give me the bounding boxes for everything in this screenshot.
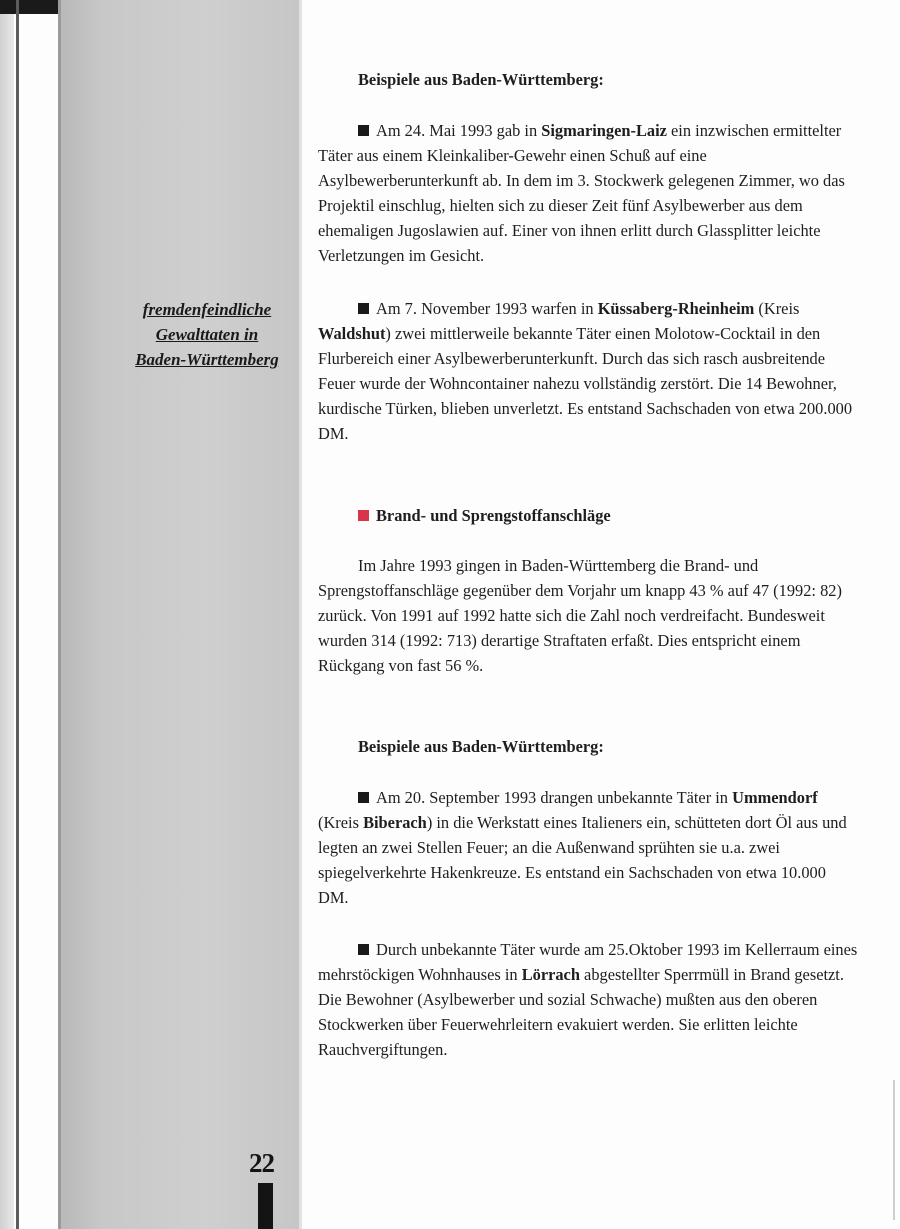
district-name: Biberach: [363, 813, 427, 832]
place-name: Sigmaringen-Laiz: [541, 121, 667, 140]
margin-note-line: Baden-Württemberg: [135, 350, 279, 369]
item-text: Am 24. Mai 1993 gab in: [376, 121, 542, 140]
section-2: [318, 503, 858, 528]
example-item: [318, 118, 858, 268]
item-text: Am 20. September 1993 drangen unbekannte Täter in: [376, 788, 733, 807]
binding-edge: [0, 0, 14, 1229]
example-item: [318, 937, 858, 1062]
section-heading: Beispiele aus Baden-Württemberg:: [358, 70, 604, 89]
example-item: [318, 785, 858, 910]
item-text: Durch unbekannte Täter wurde am 25.Oktober 1993 im Kellerraum eines mehrstöckigen Wohnhauses in: [318, 940, 858, 984]
item-text: (Kreis: [754, 299, 800, 318]
bullet-square-icon: [358, 125, 369, 136]
district-name: Waldshut: [318, 324, 386, 343]
margin-note: [112, 297, 302, 372]
item-text: abgestellter Sperrmüll in Brand gesetzt. Die Bewohner (Asylbewerber und sozial Schwache) mußten aus den oberen Stockwerken über Feuerwehrleitern evakuiert werden. Sie erlitten leichte Rauchvergiftungen.: [318, 965, 844, 1059]
place-name: Lörrach: [521, 965, 580, 984]
item-text: Am 7. November 1993 warfen in: [376, 299, 598, 318]
page-number: 22: [249, 1148, 274, 1178]
paragraph-text: Im Jahre 1993 gingen in Baden-Württemberg die Brand- und Sprengstoffanschläge gegenüber dem Vorjahr um knapp 43 % auf 47 (1992: 82) zurück. Von 1991 auf 1992 hatte sich die Zahl noch verdreifacht. Bundesweit wurden 314 (1992: 713) derartige Straftaten erfaßt. Dies entspricht einem Rückgang von fast 56 %.: [318, 556, 842, 675]
item-text: ein inzwischen ermittelter Täter aus einem Kleinkaliber-Gewehr einen Schuß auf eine Asylbewerberunterkunft ab. In dem im 3. Stockwerk gelegenen Zimmer, wo das Projektil einschlug, hielten sich zu dieser Zeit fünf Asylbewerber aus dem ehemaligen Jugoslawien auf. Einer von ihnen erlitt durch Glassplitter leichte Verletzungen im Gesicht.: [318, 121, 845, 265]
bullet-square-icon: [358, 792, 369, 803]
bullet-square-icon: [358, 944, 369, 955]
gutter-shadow: [299, 0, 302, 1229]
section-3: [318, 734, 858, 759]
section-paragraph: [318, 553, 858, 678]
section-heading: Brand- und Sprengstoffanschläge: [376, 506, 611, 525]
bullet-square-red-icon: [358, 510, 369, 521]
page-right-edge: [893, 1080, 895, 1220]
place-name: Ummendorf: [732, 788, 818, 807]
margin-note-line: fremdenfeindliche: [142, 300, 272, 319]
margin-note-line: Gewalttaten in: [155, 325, 259, 344]
item-text: (Kreis: [318, 813, 364, 832]
example-item: [318, 296, 858, 446]
item-text: ) in die Werkstatt eines Italieners ein, schütteten dort Öl aus und legten an zwei Stellen Feuer; an die Außenwand sprühten sie u.a. zwei spiegelverkehrte Hakenkreuze. Es entstand ein Sachschaden von etwa 10.000 DM.: [318, 813, 847, 907]
page-number-bar: [258, 1183, 273, 1229]
margin-gutter: [61, 0, 299, 1229]
place-name: Küssaberg-Rheinheim: [597, 299, 755, 318]
section-1: [318, 67, 858, 92]
bullet-square-icon: [358, 303, 369, 314]
binding-line: [16, 0, 19, 1229]
binding-corner-mark: [0, 0, 58, 14]
section-heading: Beispiele aus Baden-Württemberg:: [358, 737, 604, 756]
item-text: ) zwei mittlerweile bekannte Täter einen Molotow-Cocktail in den Flurbereich einer Asylbewerberunterkunft. Durch das sich rasch ausbreitende Feuer wurde der Wohncontainer nahezu vollständig zerstört. Die 14 Bewohner, kurdische Türken, blieben unverletzt. Es entstand Sachschaden von etwa 200.000 DM.: [318, 324, 853, 443]
